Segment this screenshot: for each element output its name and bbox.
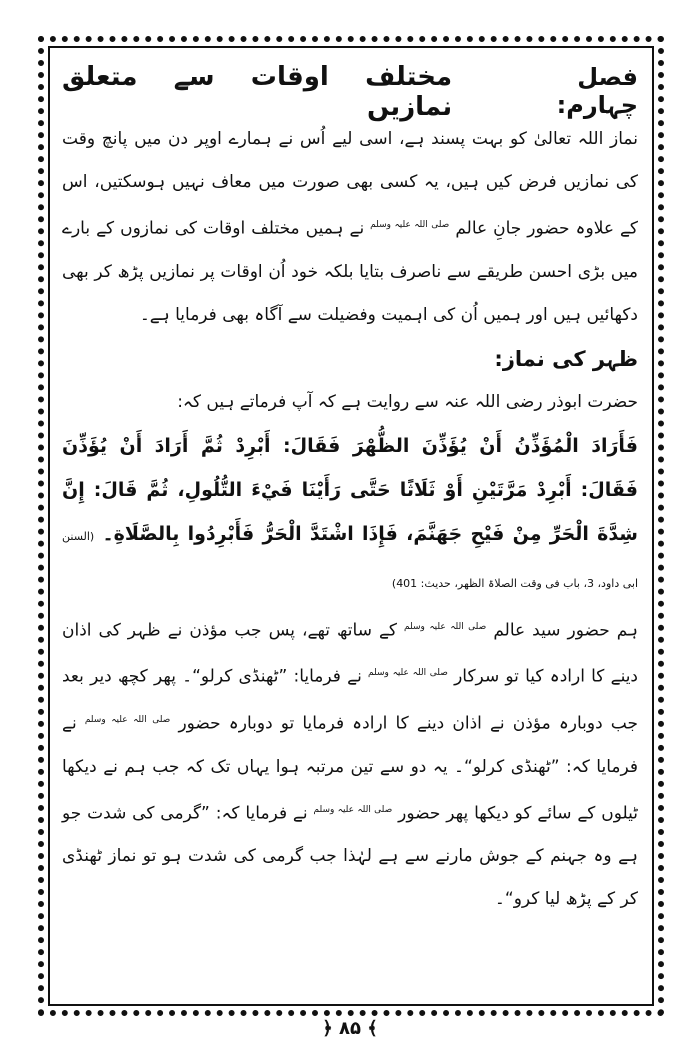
page-content (62, 62, 638, 992)
salutation-mark: صلی اللہ علیہ وسلم (313, 804, 393, 815)
translation-text-4: نے فرمایا کہ: ”ٹھنڈی کرلو“۔ یہ دو سے تین مرتبہ ہوا یہاں تک کہ جب ہم نے دیکھا ٹیلوں کے سائے کو دیکھا پھر حضور (62, 713, 639, 824)
translation-text-1: ہم حضور سید عالم (493, 620, 639, 641)
salutation-mark: صلی اللہ علیہ وسلم (84, 714, 171, 725)
section-title: ظہر کی نماز: (494, 346, 638, 371)
page-number: ﴿ ۸۵ ﴾ (322, 1018, 378, 1039)
hadith-text: فَأَرَادَ الْمُؤَذِّنُ أَنْ يُؤَذِّنَ الظُّهْرَ فَقَالَ: أَبْرِدْ ثُمَّ أَرَادَ أَنْ يُؤَذِّنَ فَقَالَ: أَبْرِدْ مَرَّتَيْنِ أَوْ ثَلَاثًا حَتَّى رَأَيْنَا فَيْءَ التُّلُولِ، ثُمَّ قَالَ: إِنَّ شِدَّةَ الْحَرِّ مِنْ فَيْحِ جَهَنَّمَ، فَإِذَا اشْتَدَّ الْحَرُّ فَأَبْرِدُوا بِالصَّلَاةِ۔ (62, 434, 638, 545)
salutation-mark: صلی اللہ علیہ وسلم (404, 621, 487, 632)
intro-paragraph (62, 118, 638, 337)
translation-text-5: نے فرمایا کہ: ”گرمی کی شدت جو ہے وہ جہنم کے جوش مارنے سے ہے لہٰذا جب گرمی کی شدت ہو تو نماز ٹھنڈی کر کے پڑھ لیا کرو“۔ (62, 803, 638, 910)
hadith-reference: (السنن ابی داود، 3، باب فی وقت الصلاۃ الظھر، حدیث: 401) (62, 529, 638, 590)
intro-text-1: نماز اللہ تعالیٰ کو بہت پسند ہے، اسی لیے اُس نے ہمارے اوپر دن میں پانچ وقت کی نمازیں فرض کیں ہیں، یہ کسی بھی صورت میں معاف نہیں ہوسکتیں، اس کے علاوہ حضور جانِ عالم (62, 129, 639, 239)
translation-paragraph (62, 606, 638, 922)
intro-text-2: نے ہمیں مختلف اوقات کی نمازوں کے بارے میں بڑی احسن طریقے سے ناصرف بتایا بلکہ خود اُن اوقات پر نمازیں پڑھ کر بھی دکھائیں ہیں اور ہمیں اُن کی اہمیت وفضیلت سے آگاہ بھی فرمایا ہے۔ (62, 218, 638, 325)
chapter-heading (62, 62, 638, 122)
translation-text-2: کے ساتھ تھے، پس جب مؤذن نے ظہر کی اذان دینے کا ارادہ کیا تو سرکار (62, 620, 638, 687)
salutation-mark: صلی اللہ علیہ وسلم (368, 668, 448, 679)
narration-line: حضرت ابوذر رضی اللہ عنہ سے روایت ہے کہ آپ فرماتے ہیں کہ: (177, 391, 638, 412)
translation-text-3: نے فرمایا: ”ٹھنڈی کرلو“۔ پھر کچھ دیر بعد جب دوبارہ مؤذن نے اذان دینے کا ارادہ فرمایا تو دوبارہ حضور (62, 666, 638, 734)
chapter-label: فصل چہارم: (556, 63, 638, 119)
salutation-mark: صلی اللہ علیہ وسلم (370, 220, 450, 230)
hadith-arabic (62, 424, 638, 606)
chapter-title: مختلف اوقات سے متعلق نمازیں (62, 62, 453, 122)
